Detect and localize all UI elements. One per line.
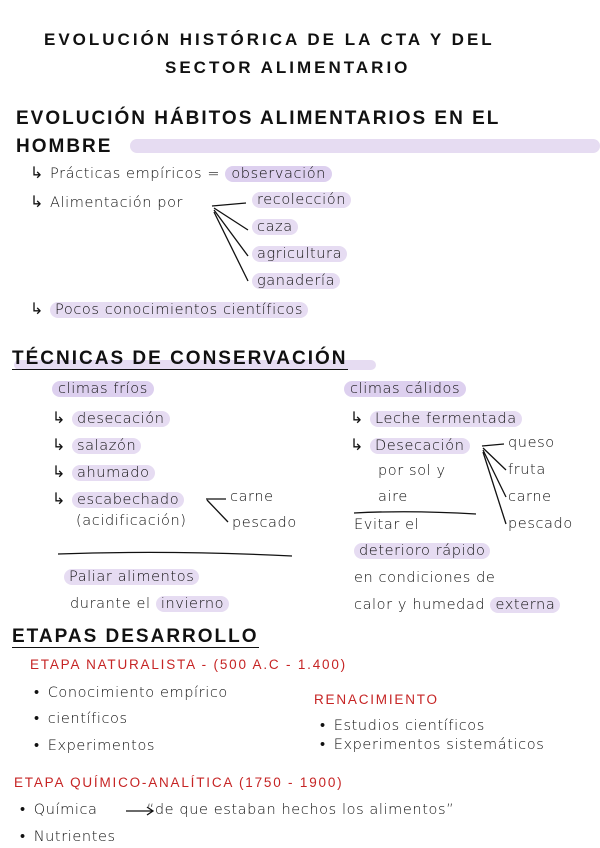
renacimiento-item: • Experimentos sistemáticos <box>320 737 544 753</box>
etapa-quimico-header: ETAPA QUÍMICO-ANALÍTICA (1750 - 1900) <box>14 775 344 790</box>
renacimiento-header: RENACIMIENTO <box>314 692 439 707</box>
practicas-value: observación <box>225 166 332 182</box>
frios-item: ↳ ahumado <box>52 462 155 481</box>
heading-highlight-band <box>130 139 600 153</box>
naturalista-item: • científicos <box>34 711 128 727</box>
alimentacion-item: ganadería <box>252 273 340 289</box>
climas-frios-header: climas fríos <box>52 381 154 397</box>
desecacion-detail-2: aire <box>378 489 408 505</box>
sub-arrow-icon: ↳ <box>30 163 45 182</box>
pocos-text: Pocos conocimientos científicos <box>50 302 308 318</box>
naturalista-item: • Experimentos <box>34 738 155 754</box>
sub-arrow-icon: ↳ <box>30 299 45 318</box>
alimentacion-item: caza <box>252 219 298 235</box>
escabechado-note: (acidificación) <box>76 513 187 529</box>
renacimiento-item: • Estudios científicos <box>320 718 485 734</box>
etapa-naturalista-header: ETAPA NATURALISTA - (500 A.C - 1.400) <box>30 657 347 672</box>
escabechado-branch: carne <box>230 489 274 505</box>
section-heading-evolucion: EVOLUCIÓN HÁBITOS ALIMENTARIOS EN EL <box>16 108 501 129</box>
desecacion-branch: queso <box>508 435 555 451</box>
desecacion-branch: carne <box>508 489 552 505</box>
quimico-item: • Química “de que estaban hechos los alimentos” <box>20 802 454 818</box>
naturalista-item: • Conocimiento empírico <box>34 685 228 701</box>
calidos-item: ↳ Desecación <box>350 435 470 454</box>
alimentacion-label: Alimentación por <box>50 195 184 211</box>
alimentacion-item: agricultura <box>252 246 347 262</box>
escabechado-branch: pescado <box>232 515 297 531</box>
frios-item: ↳ escabechado <box>52 489 184 508</box>
document-title-line2: SECTOR ALIMENTARIO <box>165 58 411 77</box>
frios-item: ↳ desecación <box>52 408 170 427</box>
desecacion-branch: fruta <box>508 462 546 478</box>
frios-note-line2: durante el invierno <box>70 596 229 612</box>
desecacion-branch: pescado <box>508 516 573 532</box>
calidos-note-line2: deterioro rápido <box>354 543 490 559</box>
calidos-note-line3: en condiciones de <box>354 570 496 586</box>
document-title-line1: EVOLUCIÓN HISTÓRICA DE LA CTA Y DEL <box>44 30 495 49</box>
alimentacion-row <box>30 192 183 211</box>
section-heading-etapas: ETAPAS DESARROLLO <box>12 626 259 647</box>
frios-note-line1: Paliar alimentos <box>64 569 199 585</box>
sub-arrow-icon: ↳ <box>30 192 45 211</box>
desecacion-detail-1: por sol y <box>378 463 446 479</box>
section-heading-evolucion-line2: HOMBRE <box>16 136 113 157</box>
pocos-row <box>30 299 308 318</box>
calidos-note-line1: Evitar el <box>354 517 420 533</box>
practicas-row <box>30 163 332 182</box>
alimentacion-item: recolección <box>252 192 351 208</box>
frios-item: ↳ salazón <box>52 435 141 454</box>
calidos-item: ↳ Leche fermentada <box>350 408 522 427</box>
quimico-item: • Nutrientes <box>20 829 116 845</box>
calidos-note-line4: calor y humedad externa <box>354 597 560 613</box>
climas-calidos-header: climas cálidos <box>344 381 466 397</box>
practicas-label: Prácticas empíricos = <box>50 166 221 182</box>
section-heading-tecnicas: TÉCNICAS DE CONSERVACIÓN <box>12 348 348 369</box>
